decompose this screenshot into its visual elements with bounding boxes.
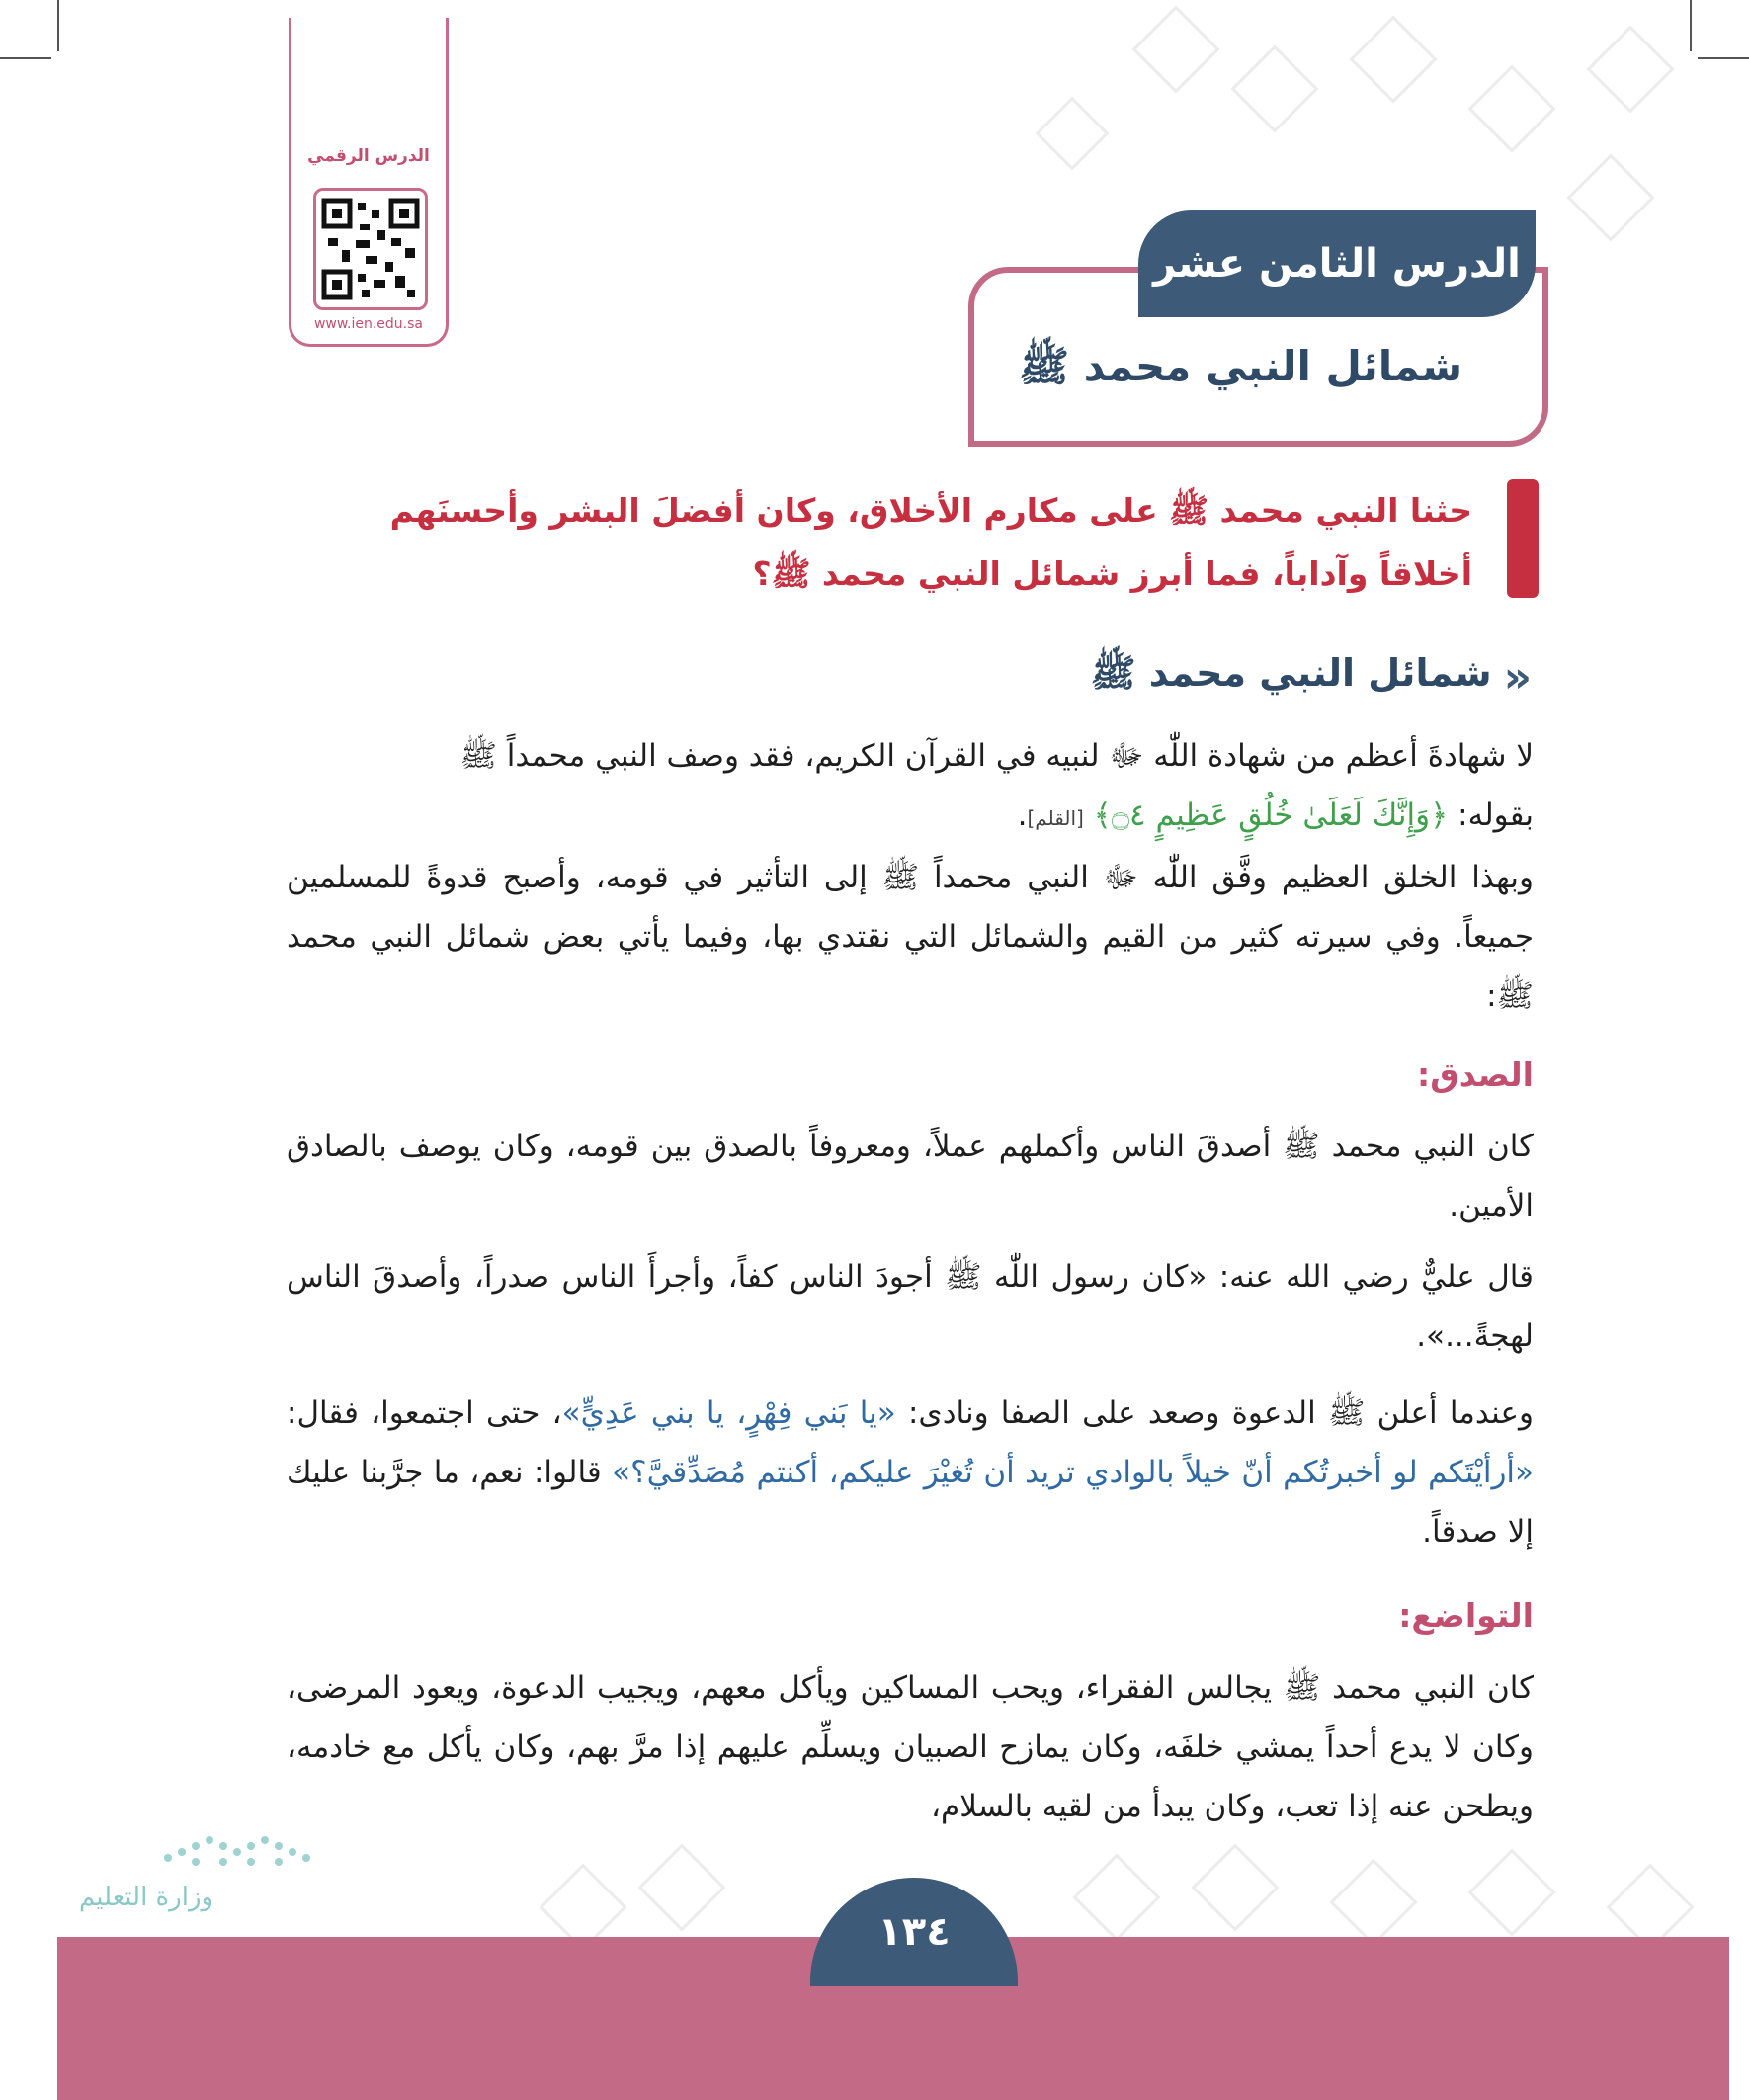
double-chevron-icon: « [1503,651,1532,703]
crop-mark [0,57,51,59]
hadith-quote: «يا بَني فِهْرٍ، يا بني عَدِيٍّ» [561,1395,896,1431]
paragraph-text: بقوله: [1448,798,1534,833]
quran-verse: ﴿وَإِنَّكَ لَعَلَىٰ خُلُقٍ عَظِيمٍ ۝٤﴾ [1093,798,1449,833]
crop-mark [1690,0,1692,51]
lesson-number: الدرس الثامن عشر [1153,241,1521,287]
surah-reference: [القلم] [1027,806,1084,830]
intro-question: حثنا النبي محمد ﷺ على مكارم الأخلاق، وكان أفضلَ البشر وأحسنَهم أخلاقاً وآداباً، فما أبرز شمائل النبي محمد ﷺ؟ [389,491,1472,593]
question-mark-icon [1507,479,1539,598]
digital-lesson-card[interactable] [289,18,449,347]
website-url[interactable]: www.ien.edu.sa [313,316,424,332]
ministry-wordmark: وزارة التعليم [79,1883,214,1912]
subheading-humility: التواضع: [1398,1596,1534,1635]
crop-mark [57,0,59,51]
section-title: شمائل النبي محمد ﷺ [1090,650,1492,695]
hadith-quote: «أرأيْتَكم لو أخبرتُكم أنّ خيلاً بالوادي تريد أن تُغيْرَ عليكم، أكنتم مُصَدِّقيَّ؟» [612,1455,1534,1490]
paragraph-text: قالوا: نعم، ما جرَّبنا عليك إلا صدقاً. [287,1455,1534,1550]
qr-code[interactable] [313,188,428,310]
section-heading [692,642,1532,712]
lesson-number-banner [1138,210,1536,317]
paragraph-influence: وبهذا الخلق العظيم وفَّق اللّٰه ﷻ النبي محمداً ﷺ إلى التأثير في قومه، وأصبح قدوةً للمسلمين جميعاً. وفي سيرته كثير من القيم والشمائل التي نقتدي بها، وفيما يأتي بعض شمائل النبي محمد ﷺ: [287,860,1534,1014]
paragraph-text: لا شهادةَ أعظم من شهادة اللّٰه ﷻ لنبيه في القرآن الكريم، فقد وصف النبي محمداً ﷺ [459,738,1534,774]
crop-mark [1698,57,1749,59]
paragraph-text: ، حتى اجتمعوا، فقال: [287,1395,562,1431]
subheading-truthfulness: الصدق: [1417,1055,1534,1094]
lesson-title: شمائل النبي محمد ﷺ [1019,342,1462,390]
ministry-logo-icon [158,1818,326,1878]
page-number: ١٣٤ [877,1909,951,1955]
paragraph-ali-hadith: قال عليٌّ رضي الله عنه: «كان رسول اللّٰه ﷺ أجودَ الناس كفاً، وأجرأَ الناس صدراً، وأصدقَ الناس لهجةً...». [287,1259,1534,1354]
paragraph-text: وعندما أعلن ﷺ الدعوة وصعد على الصفا ونادى: [895,1395,1534,1431]
digital-lesson-label: الدرس الرقمي [307,146,430,166]
paragraph-humility: كان النبي محمد ﷺ يجالس الفقراء، ويحب المساكين ويأكل معهم، ويجيب الدعوة، ويعود المرضى، وكان لا يدع أحداً يمشي خلفَه، وكان يمازح الصبيان ويسلِّم عليهم إذا مرَّ بهم، وكان يأكل مع خادمه، ويطحن عنه إذا تعب، وكان يبدأ من لقيه بالسلام، [287,1670,1534,1824]
paragraph-truthfulness: كان النبي محمد ﷺ أصدقَ الناس وأكملهم عملاً، ومعروفاً بالصدق بين قومه، وكان يوصف بالصادق الأمين. [287,1129,1534,1223]
paragraph-testimony: لا شهادةَ أعظم من شهادة اللّٰه ﷻ لنبيه في القرآن الكريم، فقد وصف النبي محمداً ﷺ بقوله: ﴿وَإِنَّكَ لَعَلَىٰ خُلُقٍ عَظِيمٍ ۝٤﴾ [القلم]. [459,738,1534,833]
qr-code-icon [316,191,425,307]
paragraph-safa-call [287,1384,1534,1561]
